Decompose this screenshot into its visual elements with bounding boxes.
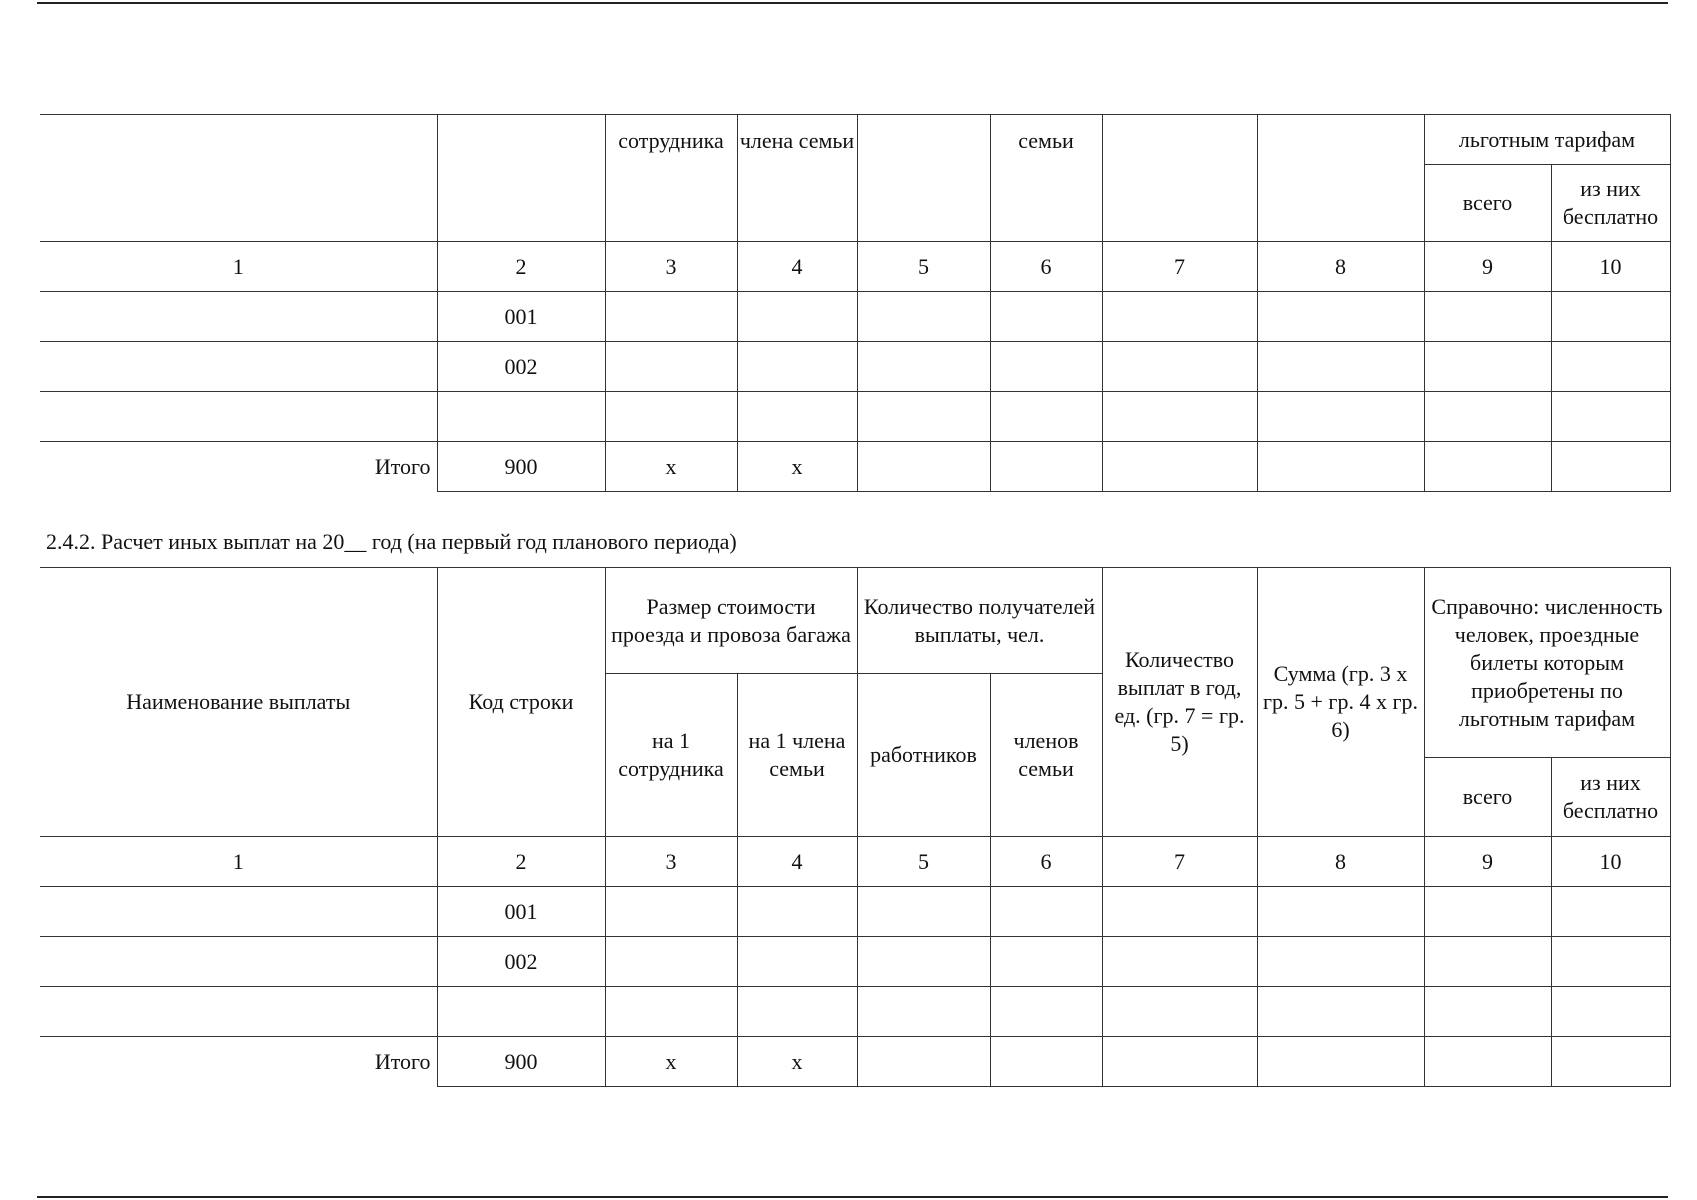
column-number: 6	[990, 837, 1102, 887]
data-cell[interactable]	[990, 987, 1102, 1037]
total-col3: x	[605, 442, 737, 492]
table-row	[40, 887, 1670, 937]
header-col2-cont	[437, 115, 605, 242]
data-cell[interactable]	[857, 987, 990, 1037]
data-cell[interactable]	[1257, 342, 1424, 392]
table-row	[40, 292, 1670, 342]
total-row	[40, 442, 1670, 492]
row-name-cell[interactable]	[40, 887, 437, 937]
row-name-cell[interactable]	[40, 937, 437, 987]
table-row	[40, 937, 1670, 987]
data-cell[interactable]	[1257, 1037, 1424, 1087]
data-cell[interactable]	[1257, 987, 1424, 1037]
data-cell[interactable]	[1257, 442, 1424, 492]
header-recipients-count: Количество получателей выплаты, чел.	[857, 568, 1102, 674]
column-number: 2	[437, 837, 605, 887]
data-cell[interactable]	[1424, 1037, 1551, 1087]
data-cell[interactable]	[1551, 342, 1670, 392]
header-col7-cont	[1102, 115, 1257, 242]
column-number: 2	[437, 242, 605, 292]
data-cell[interactable]	[1551, 442, 1670, 492]
header-total: всего	[1424, 758, 1551, 837]
row-code-cell: 002	[437, 342, 605, 392]
data-cell[interactable]	[1551, 987, 1670, 1037]
column-number: 7	[1102, 242, 1257, 292]
data-cell[interactable]	[857, 937, 990, 987]
column-number: 9	[1424, 837, 1551, 887]
data-cell[interactable]	[857, 392, 990, 442]
column-number: 1	[40, 837, 437, 887]
row-name-cell[interactable]	[40, 342, 437, 392]
total-col4: x	[737, 442, 857, 492]
header-employees: работников	[857, 674, 990, 837]
column-number: 8	[1257, 242, 1424, 292]
total-row	[40, 1037, 1670, 1087]
row-code-cell: 001	[437, 887, 605, 937]
data-cell[interactable]	[857, 887, 990, 937]
column-number: 5	[857, 242, 990, 292]
total-col4: x	[737, 1037, 857, 1087]
column-number: 10	[1551, 242, 1670, 292]
total-col3: x	[605, 1037, 737, 1087]
data-cell[interactable]	[1424, 937, 1551, 987]
header-col8-cont	[1257, 115, 1424, 242]
column-number: 8	[1257, 837, 1424, 887]
data-cell[interactable]	[1424, 887, 1551, 937]
total-label: Итого	[40, 442, 437, 492]
data-cell[interactable]	[857, 1037, 990, 1087]
page-top-rule	[37, 2, 1668, 4]
row-code-cell: 001	[437, 292, 605, 342]
data-cell[interactable]	[857, 342, 990, 392]
data-cell[interactable]	[990, 1037, 1102, 1087]
data-cell[interactable]	[1257, 887, 1424, 937]
data-cell[interactable]	[1102, 442, 1257, 492]
data-cell[interactable]	[1424, 392, 1551, 442]
row-name-cell[interactable]	[40, 392, 437, 442]
data-cell[interactable]	[990, 442, 1102, 492]
data-cell[interactable]	[605, 342, 737, 392]
data-cell[interactable]	[605, 887, 737, 937]
column-number: 1	[40, 242, 437, 292]
header-per-employee: на 1 сотрудника	[605, 674, 737, 837]
data-cell[interactable]	[737, 937, 857, 987]
column-number: 4	[737, 837, 857, 887]
data-cell[interactable]	[1551, 1037, 1670, 1087]
data-cell[interactable]	[605, 292, 737, 342]
data-cell[interactable]	[990, 292, 1102, 342]
data-cell[interactable]	[1102, 1037, 1257, 1087]
data-cell[interactable]	[737, 292, 857, 342]
row-code-cell	[437, 987, 605, 1037]
total-label: Итого	[40, 1037, 437, 1087]
data-cell[interactable]	[737, 987, 857, 1037]
section-title: 2.4.2. Расчет иных выплат на 20__ год (на первый год планового периода)	[46, 529, 737, 554]
data-cell[interactable]	[857, 292, 990, 342]
header-col5-cont	[857, 115, 990, 242]
header-payment-name: Наименование выплаты	[40, 568, 437, 837]
data-cell[interactable]	[857, 442, 990, 492]
header-col1-cont	[40, 115, 437, 242]
total-code: 900	[437, 1037, 605, 1087]
data-cell[interactable]	[1102, 987, 1257, 1037]
header-line-code: Код строки	[437, 568, 605, 837]
row-code-cell: 002	[437, 937, 605, 987]
row-name-cell[interactable]	[40, 292, 437, 342]
data-cell[interactable]	[990, 392, 1102, 442]
header-family-members: членов семьи	[990, 674, 1102, 837]
data-cell[interactable]	[1424, 292, 1551, 342]
data-cell[interactable]	[1551, 887, 1670, 937]
total-code: 900	[437, 442, 605, 492]
travel-payments-table-continued	[40, 114, 1671, 492]
header-col10: из них бесплатно	[1551, 165, 1670, 242]
header-col9: всего	[1424, 165, 1551, 242]
data-cell[interactable]	[737, 342, 857, 392]
header-per-family-member: на 1 члена семьи	[737, 674, 857, 837]
data-cell[interactable]	[1257, 392, 1424, 442]
column-number: 10	[1551, 837, 1670, 887]
table-row	[40, 987, 1670, 1037]
data-cell[interactable]	[1551, 392, 1670, 442]
column-number: 4	[737, 242, 857, 292]
data-cell[interactable]	[990, 937, 1102, 987]
data-cell[interactable]	[1257, 292, 1424, 342]
other-payments-table	[40, 567, 1671, 1087]
header-col4-cont: члена семьи	[737, 115, 857, 242]
data-cell[interactable]	[990, 342, 1102, 392]
data-cell[interactable]	[605, 937, 737, 987]
data-cell[interactable]	[737, 887, 857, 937]
header-free-of-charge: из них бесплатно	[1551, 758, 1670, 837]
data-cell[interactable]	[1102, 887, 1257, 937]
column-number: 3	[605, 242, 737, 292]
table-row	[40, 342, 1670, 392]
data-cell[interactable]	[1102, 392, 1257, 442]
data-cell[interactable]	[1424, 442, 1551, 492]
data-cell[interactable]	[1102, 342, 1257, 392]
data-cell[interactable]	[605, 987, 737, 1037]
table-row	[40, 392, 1670, 442]
header-col6-cont: семьи	[990, 115, 1102, 242]
header-sum: Сумма (гр. 3 x гр. 5 + гр. 4 x гр. 6)	[1257, 568, 1424, 837]
data-cell[interactable]	[605, 392, 737, 442]
header-travel-cost: Размер стоимости проезда и провоза багажа	[605, 568, 857, 674]
column-number: 5	[857, 837, 990, 887]
data-cell[interactable]	[1551, 937, 1670, 987]
data-cell[interactable]	[1102, 937, 1257, 987]
header-payments-per-year: Количество выплат в год, ед. (гр. 7 = гр. 5)	[1102, 568, 1257, 837]
row-code-cell	[437, 392, 605, 442]
data-cell[interactable]	[737, 392, 857, 442]
column-number: 9	[1424, 242, 1551, 292]
data-cell[interactable]	[1424, 342, 1551, 392]
row-name-cell[interactable]	[40, 987, 437, 1037]
column-number: 3	[605, 837, 737, 887]
column-number: 7	[1102, 837, 1257, 887]
data-cell[interactable]	[1424, 987, 1551, 1037]
data-cell[interactable]	[990, 887, 1102, 937]
header-reference-count: Справочно: численность человек, проездные билеты которым приобретены по льготным тарифам	[1424, 568, 1670, 758]
header-col3-cont: сотрудника	[605, 115, 737, 242]
data-cell[interactable]	[1551, 292, 1670, 342]
page-bottom-rule	[37, 1196, 1668, 1198]
header-col9-10-cont: льготным тарифам	[1424, 115, 1670, 165]
column-number: 6	[990, 242, 1102, 292]
data-cell[interactable]	[1257, 937, 1424, 987]
data-cell[interactable]	[1102, 292, 1257, 342]
